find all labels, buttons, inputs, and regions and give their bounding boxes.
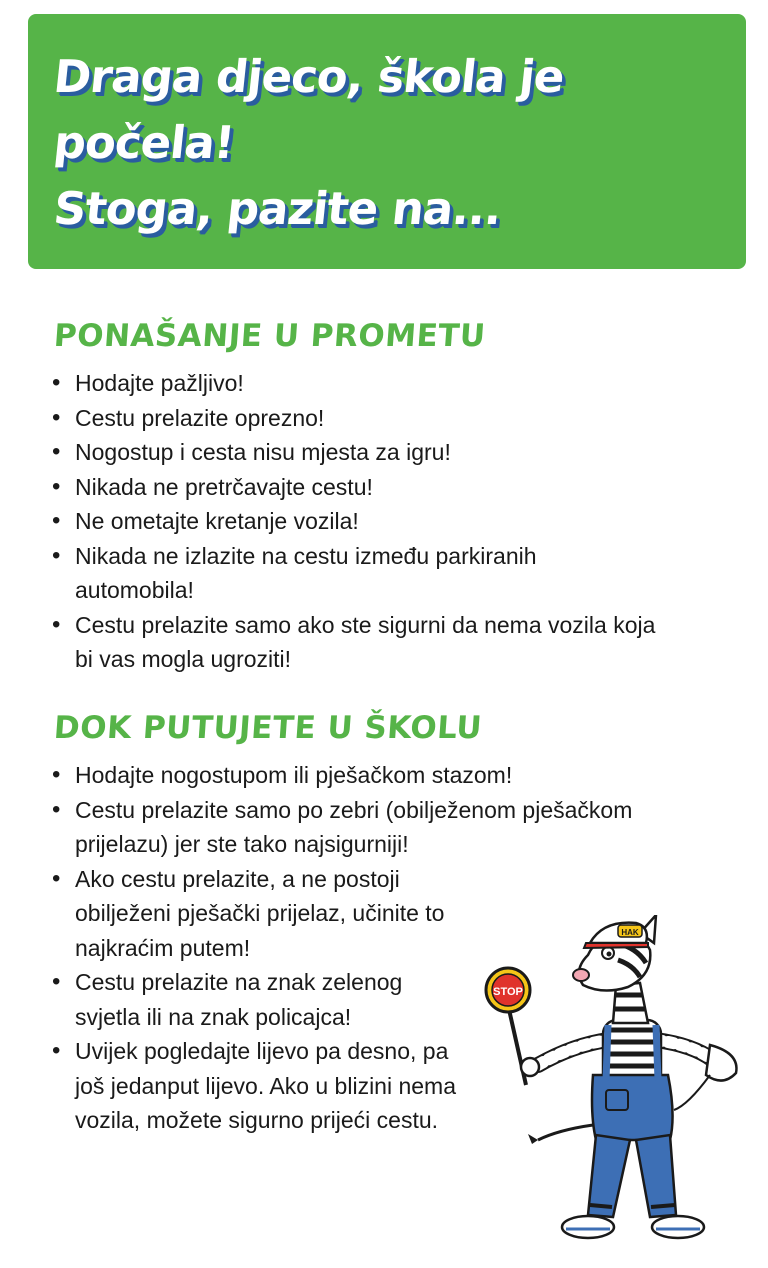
left-shoe [562,1216,614,1238]
list-item: • Uvijek pogledajte lijevo pa desno, pa još jedanput lijevo. Ako u blizini nema vozila, možete sigurno prijeći cestu. [52,1034,465,1138]
list-item: • Ako cestu prelazite, a ne postoji obilježeni pješački prijelaz, učinite to najkraćim putem! [52,862,495,966]
list-item: • Cestu prelazite samo po zebri (obilježenom pješačkom prijelazu) jer ste tako najsigurniji! [52,793,675,862]
list-item: • Cestu prelazite samo ako ste sigurni da nema vozila koja bi vas mogla ugroziti! [52,608,675,677]
list-item: • Ne ometajte kretanje vozila! [52,504,732,539]
list-item: • Cestu prelazite na znak zelenog svjetla ili na znak policajca! [52,965,405,1034]
title-line-2: počela! [51,116,237,169]
title-banner [28,14,746,269]
title-line-3: Stoga, pazite na... [51,182,504,235]
zebra-crossing-guard-illustration [478,915,748,1245]
list-item: • Nikada ne pretrčavajte cestu! [52,470,732,505]
list-item: • Nogostup i cesta nisu mjesta za igru! [52,435,732,470]
stop-sign-text: STOP [493,986,523,998]
section-heading-way-to-school: DOK PUTUJETE U ŠKOLU [52,710,484,746]
traffic-behaviour-list [52,366,732,677]
section-heading-traffic-behaviour: PONAŠANJE U PROMETU [52,318,487,354]
list-item: • Hodajte pažljivo! [52,366,732,401]
list-item: • Nikada ne izlazite na cestu između parkiranih automobila! [52,539,660,608]
overalls [592,1075,673,1140]
right-shoe [652,1216,704,1238]
right-hand [706,1045,736,1081]
list-item: • Hodajte nogostupom ili pješačkom stazom! [52,758,742,793]
list-item: • Cestu prelazite oprezno! [52,401,732,436]
zebra-nose [573,969,589,981]
cap-logo-text: HAK [621,928,639,937]
title-line-1: Draga djeco, škola je [51,50,567,103]
tail [538,1125,593,1140]
left-hand [521,1058,539,1076]
